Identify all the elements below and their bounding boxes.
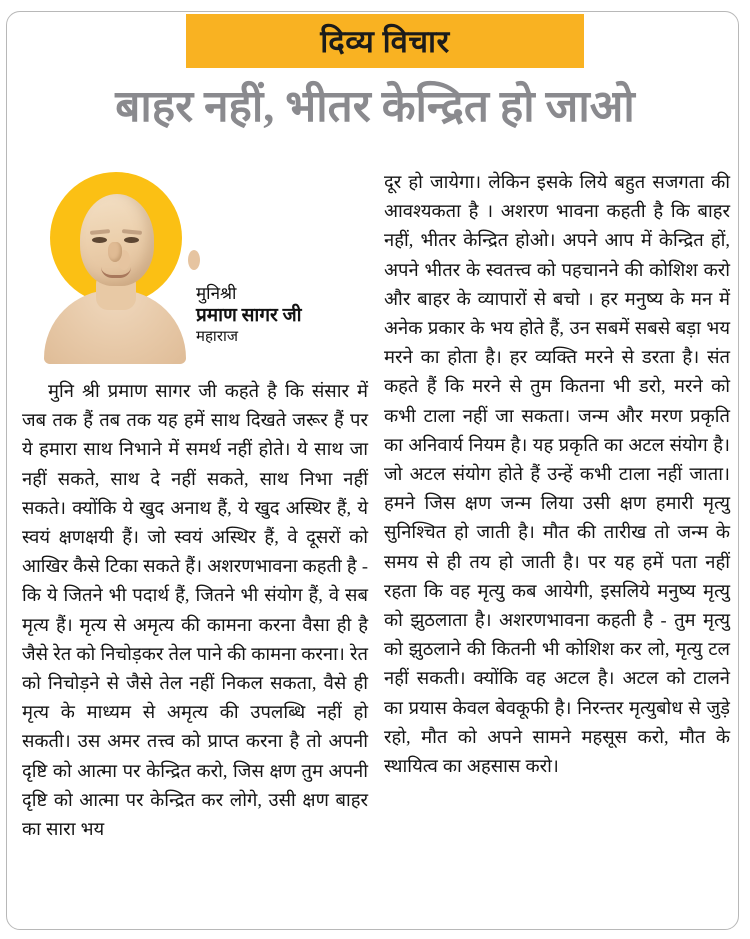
body-text-right: दूर हो जायेगा। लेकिन इसके लिये बहुत सजगता की आवश्यकता है । अशरण भावना कहती है कि बाहर नहीं, भीतर केन्द्रित होओ। अपने आप में केन्द्रित हों, अपने भीतर के स्वतत्त्व को पहचानने की कोशिश करो और बाहर के व्यापारों से बचो । हर मनुष्य के मन में अनेक प्रकार के भय होते हैं, उन सबमें सबसे बड़ा भय मरने का होता है। हर व्यक्ति मरने से डरता है। संत कहते हैं कि मरने से तुम कितना भी डरो, मरने को कभी टाला नहीं जा सकता। जन्म और मरण प्रकृति का अनिवार्य नियम है। यह प्रकृति का अटल संयोग है। जो अटल संयोग होते हैं उन्हें कभी टाला नहीं जाता। हमने जिस क्षण जन्म लिया उसी क्षण हमारी मृत्यु सुनिश्चित हो जाती है। मौत की तारीख तो जन्म के समय से ही तय हो जाती है। पर यह हमें पता नहीं रहता कि वह मृत्यु कब आयेगी, इसलिये मनुष्य मृत्यु को झुठलाता है। अशरणभावना कहती है - तुम मृत्यु को झुठलाने की कितनी भी कोशिश कर लो, मृत्यु टल नहीं सकती। क्योंकि वह अटल है। अटल को टालने का प्रयास केवल बेवकूफी है। निरन्तर मृत्युबोध से जुड़े रहो, मौत को अपने सामने महसूस करो, मौत के स्थायित्व का अहसास करो। — [384, 172, 730, 777]
body-column-right — [384, 168, 730, 781]
article-headline: बाहर नहीं, भीतर केन्द्रित हो जाओ — [115, 82, 635, 131]
body-text-left: मुनि श्री प्रमाण सागर जी कहते है कि संसार में जब तक हैं तब तक यह हमें साथ दिखते जरूर हैं पर ये हमारा साथ निभाने में समर्थ नहीं होते। ये साथ जा नहीं सकते, साथ दे नहीं सकते, साथ निभा नहीं सकते। क्योंकि ये खुद अनाथ हैं, ये खुद अस्थिर हैं, ये स्वयं क्षणक्षयी हैं। जो स्वयं अस्थिर हैं, वे दूसरों को आखिर कैसे टिका सकते हैं। अशरणभावना कहती है - कि ये जितने भी पदार्थ हैं, जितने भी संयोग हैं, वे सब मृत्य हैं। मृत्य से अमृत्य की कामना करना वैसा ही है जैसे रेत को निचोड़कर तेल पाने की कामना करना। रेत को निचोड़ने से जैसे तेल नहीं निकल सकता, वैसे ही मृत्य के माध्यम से अमृत्य की उपलब्धि नहीं हो सकती। उस अमर तत्त्व को प्राप्त करना है तो अपनी दृष्टि को आत्मा पर केन्द्रित करो, जिस क्षण तुम अपनी दृष्टि को आत्मा पर केन्द्रित कर लोगे, उसी क्षण बाहर का सारा भय — [22, 381, 368, 840]
banner-title: दिव्य विचार — [320, 23, 450, 59]
body-column-left — [22, 168, 368, 844]
section-banner — [186, 14, 584, 68]
author-name: प्रमाण सागर जी — [196, 305, 302, 327]
article-body — [22, 168, 730, 926]
author-title: महाराज — [196, 328, 238, 345]
author-honorific: मुनिश्री — [196, 284, 237, 303]
